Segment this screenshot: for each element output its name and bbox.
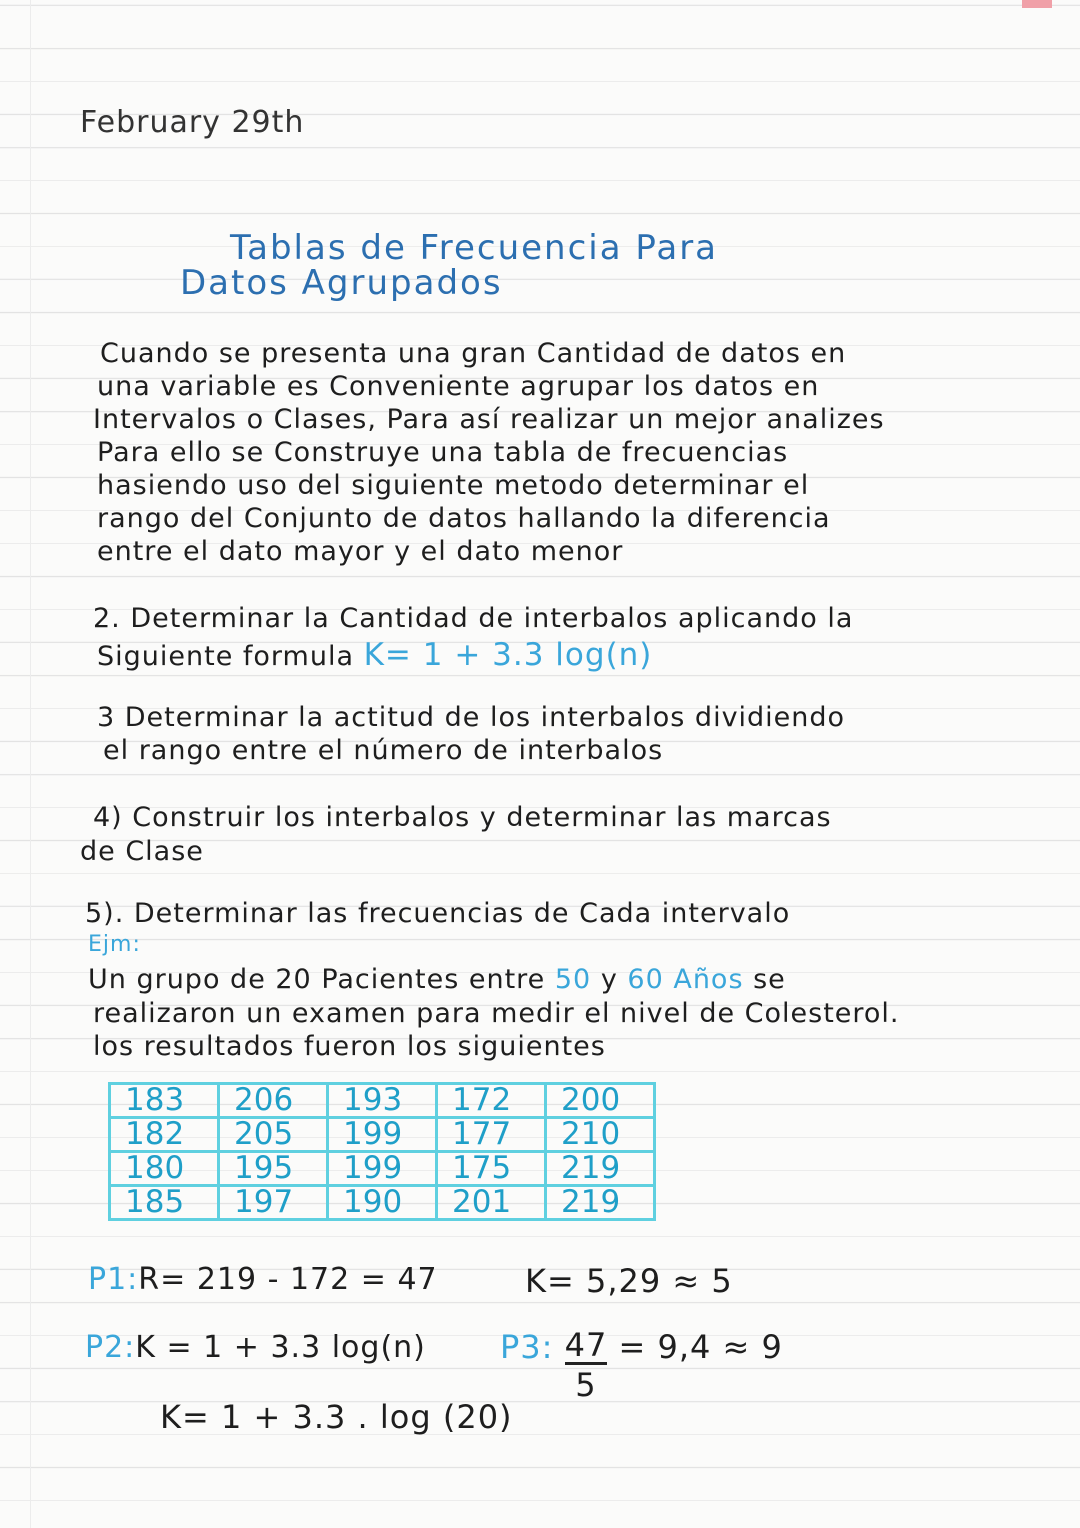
table-cell: 206 — [219, 1084, 328, 1118]
amplitude-result: = 9,4 ≈ 9 — [618, 1328, 783, 1366]
age-max: 60 — [627, 964, 664, 995]
text: y — [591, 964, 628, 995]
p3-label: P3: — [500, 1328, 554, 1366]
table-row — [110, 1118, 655, 1152]
cholesterol-data-table — [108, 1082, 656, 1221]
title-line-1: Tablas de Frecuencia Para — [230, 228, 719, 268]
title-line-2: Datos Agrupados — [180, 263, 503, 303]
k-result: K= 5,29 ≈ 5 — [525, 1262, 733, 1300]
text: se — [743, 964, 786, 995]
step-4-line-1: 4) Construir los interbalos y determinar las marcas — [93, 802, 832, 833]
step-5: 5). Determinar las frecuencias de Cada intervalo — [85, 898, 791, 929]
step-4-line-2: de Clase — [80, 836, 204, 867]
text-line: rango del Conjunto de datos hallando la diferencia — [97, 503, 831, 534]
table-cell: 193 — [328, 1084, 437, 1118]
step-2-line-1: 2. Determinar la Cantidad de interbalos aplicando la — [93, 603, 854, 634]
table-cell: 199 — [328, 1152, 437, 1186]
table-cell: 177 — [437, 1118, 546, 1152]
table-cell: 195 — [219, 1152, 328, 1186]
text-line: Intervalos o Clases, Para así realizar un mejor analizes — [93, 404, 885, 435]
table-cell: 200 — [546, 1084, 655, 1118]
text-line: Para ello se Construye una tabla de frecuencias — [97, 437, 789, 468]
denominator: 5 — [575, 1366, 597, 1404]
text: Siguiente formula — [97, 641, 364, 672]
table-cell: 182 — [110, 1118, 219, 1152]
table-row — [110, 1152, 655, 1186]
k-substitution: K= 1 + 3.3 . log (20) — [160, 1398, 513, 1436]
step-2-line-2 — [97, 637, 652, 673]
k-formula: K = 1 + 3.3 log(n) — [135, 1330, 426, 1365]
table-cell: 199 — [328, 1118, 437, 1152]
table-cell: 185 — [110, 1186, 219, 1220]
text — [664, 964, 674, 995]
date: February 29th — [80, 105, 305, 140]
p2-label: P2: — [85, 1330, 136, 1365]
example-line-2: realizaron un examen para medir el nivel de Colesterol. — [93, 998, 900, 1029]
table-cell: 201 — [437, 1186, 546, 1220]
table-cell: 197 — [219, 1186, 328, 1220]
fraction — [565, 1328, 608, 1405]
step-3-line-1: 3 Determinar la actitud de los interbalos dividiendo — [97, 702, 846, 733]
table-cell: 172 — [437, 1084, 546, 1118]
step-2-calc — [85, 1330, 426, 1365]
example-label: Ejm: — [88, 932, 141, 957]
years-word: Años — [673, 964, 744, 995]
table-cell: 175 — [437, 1152, 546, 1186]
text-line: entre el dato mayor y el dato menor — [97, 536, 624, 567]
table-cell: 219 — [546, 1152, 655, 1186]
step-2-formula: K= 1 + 3.3 log(n) — [363, 637, 653, 673]
page-corner-mark — [1022, 0, 1052, 8]
table-cell: 219 — [546, 1186, 655, 1220]
range-calc: R= 219 - 172 = 47 — [138, 1262, 438, 1297]
text-line: Cuando se presenta una gran Cantidad de datos en — [100, 338, 847, 369]
table-cell: 183 — [110, 1084, 219, 1118]
text-line: una variable es Conveniente agrupar los datos en — [97, 371, 820, 402]
table-cell: 210 — [546, 1118, 655, 1152]
page-margin-line — [30, 0, 31, 1528]
age-min: 50 — [554, 964, 592, 995]
table-cell: 205 — [219, 1118, 328, 1152]
step-1-calc — [88, 1262, 438, 1297]
table-row — [110, 1084, 655, 1118]
example-line-1 — [88, 964, 786, 995]
table-row — [110, 1186, 655, 1220]
text-line: hasiendo uso del siguiente metodo determinar el — [97, 470, 810, 501]
example-line-3: los resultados fueron los siguientes — [93, 1031, 606, 1062]
text: Un grupo de 20 Pacientes entre — [88, 964, 555, 995]
step-3-calc — [500, 1328, 783, 1405]
table-cell: 180 — [110, 1152, 219, 1186]
step-3-line-2: el rango entre el número de interbalos — [103, 735, 664, 766]
table-cell: 190 — [328, 1186, 437, 1220]
numerator: 47 — [564, 1326, 608, 1364]
p1-label: P1: — [88, 1262, 139, 1297]
